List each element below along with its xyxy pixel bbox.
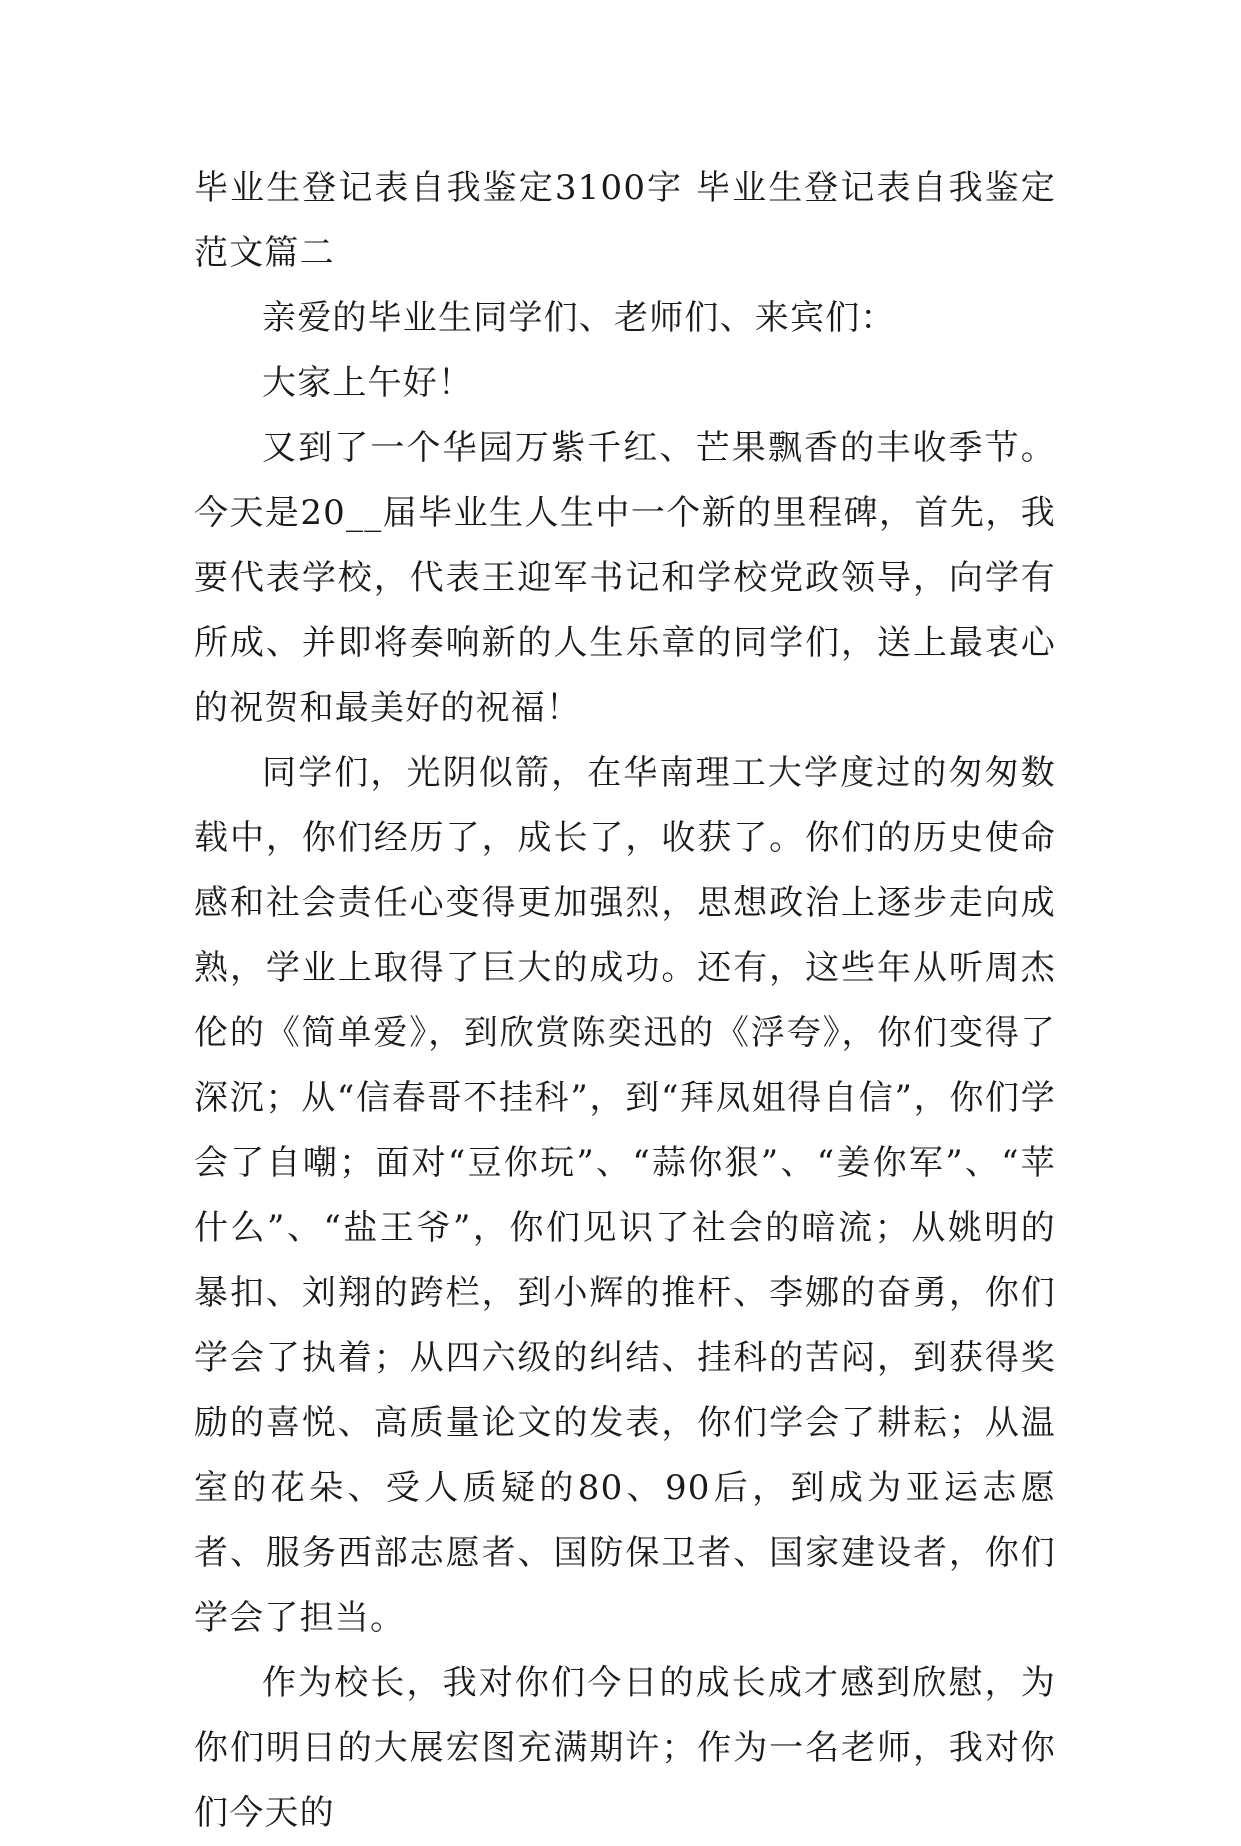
body-paragraph: 又到了一个华园万紫千红、芒果飘香的丰收季节。今天是20__届毕业生人生中一个新的里程碑，首先，我要代表学校，代表王迎军书记和学校党政领导，向学有所成、并即将奏响新的人生乐章的同学们，送上最衷心的祝贺和最美好的祝福！ — [194, 428, 1056, 728]
salutation-paragraph: 亲爱的毕业生同学们、老师们、来宾们： — [262, 298, 896, 338]
body-paragraph: 作为校长，我对你们今日的成长成才感到欣慰，为你们明日的大展宏图充满期许；作为一名老师，我对你们今天的 — [194, 1663, 1056, 1833]
document-title: 毕业生登记表自我鉴定3100字 毕业生登记表自我鉴定范文篇二 — [194, 168, 1056, 273]
document-body — [194, 156, 1056, 1846]
body-paragraph: 同学们，光阴似箭，在华南理工大学度过的匆匆数载中，你们经历了，成长了，收获了。你们的历史使命感和社会责任心变得更加强烈，思想政治上逐步走向成熟，学业上取得了巨大的成功。还有，这些年从听周杰伦的《简单爱》，到欣赏陈奕迅的《浮夸》，你们变得了深沉；从“信春哥不挂科”，到“拜凤姐得自信”，你们学会了自嘲；面对“豆你玩”、“蒜你狠”、“姜你军”、“苹什么”、“盐王爷”，你们见识了社会的暗流；从姚明的暴扣、刘翔的跨栏，到小辉的推杆、李娜的奋勇，你们学会了执着；从四六级的纠结、挂科的苦闷，到获得奖励的喜悦、高质量论文的发表，你们学会了耕耘；从温室的花朵、受人质疑的80、90后，到成为亚运志愿者、服务西部志愿者、国防保卫者、国家建设者，你们学会了担当。 — [194, 753, 1056, 1638]
greeting-paragraph: 大家上午好！ — [262, 363, 474, 403]
